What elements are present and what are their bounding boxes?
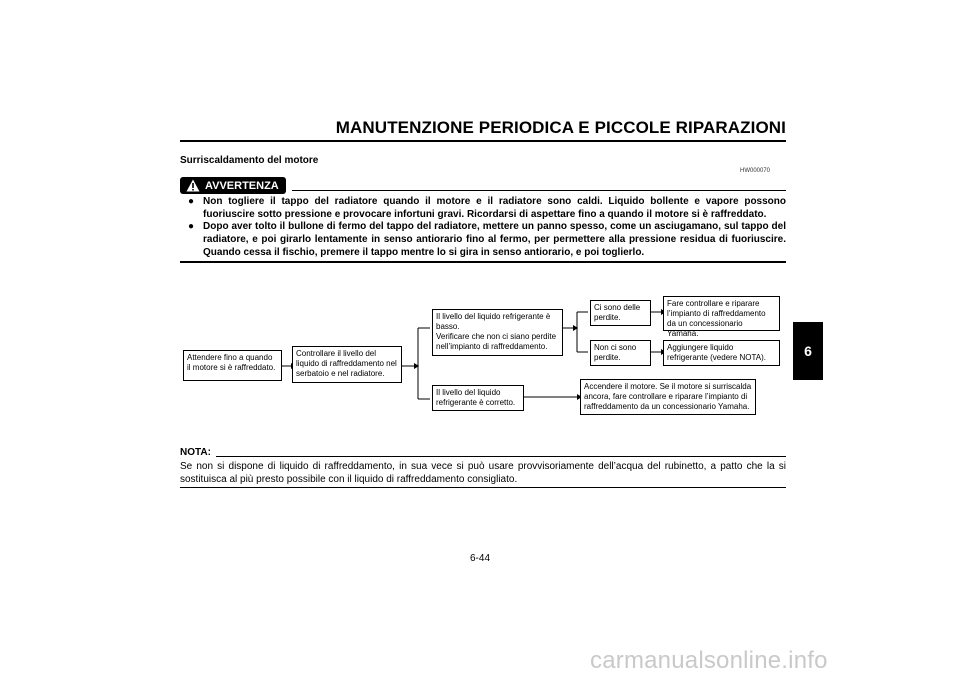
flow-box-dealer-check: Fare controllare e riparare l’impianto di raffreddamento da un concessionario Yamaha. [663,296,780,331]
note-rule-bottom [180,487,786,488]
page-header-title: MANUTENZIONE PERIODICA E PICCOLE RIPARAZIONI [335,118,786,137]
flow-box-add-coolant: Aggiungere liquido refrigerante (vedere NOTA). [663,340,780,366]
watermark: carmanualsonline.info [590,647,828,674]
warning-badge-label: AVVERTENZA [205,179,279,192]
flow-box-check-level: Controllare il livello del liquido di raffreddamento nel serbatoio e nel radiatore. [292,346,402,383]
flow-box-level-ok: Il livello del liquido refrigerante è corretto. [432,385,524,411]
note-label: NOTA: [180,447,211,458]
flow-box-leaks-no: Non ci sono perdite. [590,340,651,366]
page-number: 6-44 [470,553,491,564]
warning-item-text: Dopo aver tolto il bullone di fermo del tappo del radiatore, mettere un panno spesso, come un asciugamano, sul tappo del radiatore, e poi girarlo lentamente in senso antiorario fino al fermo, per permettere alla pressione residua di fuoriuscire. Quando cessa il fischio, premere il tappo mentre lo si gira in senso antiorario, e poi toglierlo. [203,221,786,258]
bullet-icon: ● [188,221,195,232]
note-text: Se non si dispone di liquido di raffreddamento, in sua vece si può usare provvisoriamente dell’acqua del rubinetto, a patto che la si sostituisca al più presto possibile con il liquido di raffreddamento consigliato. [180,461,786,485]
flow-box-leaks-yes: Ci sono delle perdite. [590,300,651,326]
chapter-tab: 6 [793,322,823,380]
note-rule-top [216,456,786,457]
bullet-icon: ● [188,196,195,207]
flow-box-wait: Attendere fino a quando il motore si è raffreddato. [183,350,282,381]
warning-code: HW000070 [740,168,771,174]
warning-item-text: Non togliere il tappo del radiatore quando il motore e il radiatore sono caldi. Liquido bollente e vapore possono fuoriuscire sotto pressione e provocare infortuni gravi. Ricordarsi di aspettare fino a quando il motore si è raffreddato. [203,196,786,220]
flow-box-level-low: Il livello del liquido refrigerante è basso. Verificare che non ci siano perdite nell’impianto di raffreddamento. [432,309,563,356]
section-heading: Surriscaldamento del motore [180,155,319,166]
flow-box-start-engine: Accendere il motore. Se il motore si surriscalda ancora, fare controllare e riparare l’impianto di raffreddamento da un concessionario Yamaha. [580,379,756,415]
